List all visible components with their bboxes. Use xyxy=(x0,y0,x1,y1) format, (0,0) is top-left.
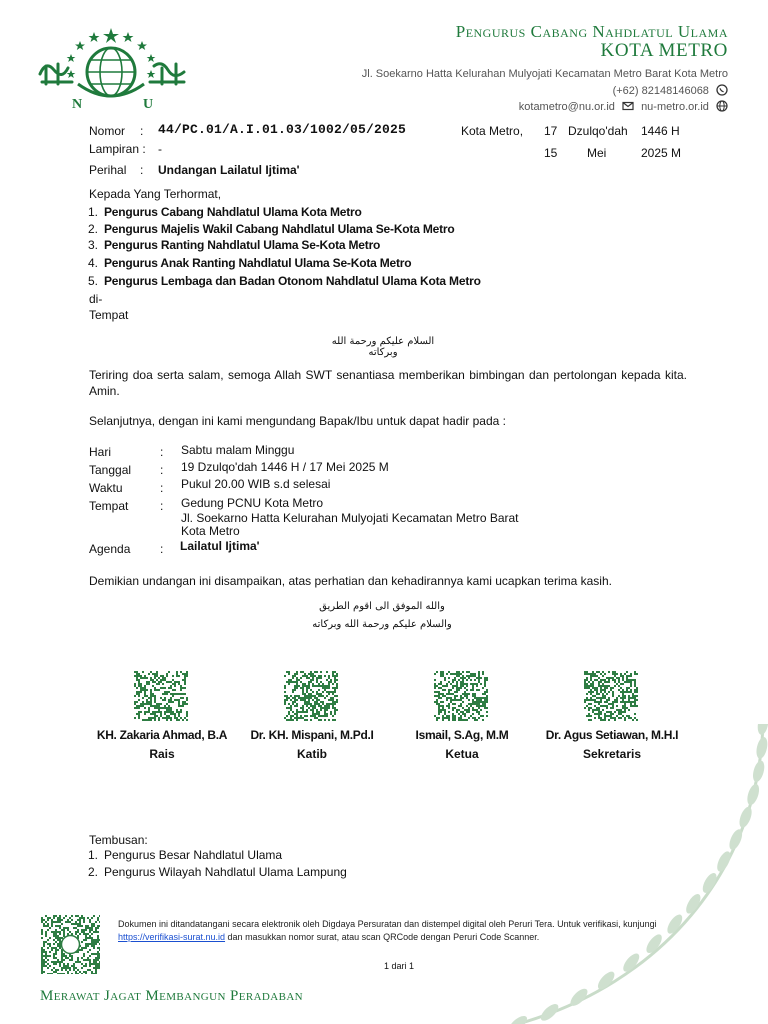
org-email-web-line xyxy=(519,100,728,113)
tanggal-value: 19 Dzulqo'dah 1446 H / 17 Mei 2025 M xyxy=(181,460,389,474)
tanggal-colon: : xyxy=(160,463,164,477)
recipient-text: Pengurus Lembaga dan Badan Otonom Nahdlatul Ulama Kota Metro xyxy=(104,274,481,288)
hari-value: Sabtu malam Minggu xyxy=(181,443,295,457)
signatory-role-rais: Rais xyxy=(149,747,175,761)
masehi-month: Mei xyxy=(587,146,607,160)
arabic-opening: السلام عليكم ورحمة الله وبركاته xyxy=(331,336,435,358)
di-label: di- xyxy=(89,292,103,306)
recipient-item xyxy=(88,274,481,288)
letter-place: Kota Metro, xyxy=(461,124,524,138)
tembusan-text: Pengurus Besar Nahdlatul Ulama xyxy=(104,848,283,862)
hijri-month: Dzulqo'dah xyxy=(568,124,628,138)
recipient-item xyxy=(88,205,362,219)
tembusan-title: Tembusan: xyxy=(89,833,148,847)
recipient-number: 1. xyxy=(88,205,99,219)
page-number: 1 dari 1 xyxy=(384,961,415,971)
logo-letter-u: U xyxy=(143,97,154,112)
signatory-name-sekretaris: Dr. Agus Setiawan, M.H.I xyxy=(545,728,679,742)
hijri-day: 17 xyxy=(544,124,558,138)
hari-label: Hari xyxy=(89,445,112,459)
tanggal-label: Tanggal xyxy=(89,463,132,477)
verification-qr-code xyxy=(41,915,100,974)
signatory-role-sekretaris: Sekretaris xyxy=(582,747,642,761)
perihal-value: Undangan Lailatul Ijtima' xyxy=(158,163,300,177)
signatory-role-katib: Katib xyxy=(297,747,327,761)
waktu-label: Waktu xyxy=(89,481,123,495)
arabic-closing-1: والله الموفق الى اقوم الطريق xyxy=(319,601,445,612)
verification-text-2: dan masukkan nomor surat, atau scan QRCode dengan Peruri Code Scanner. xyxy=(225,932,540,942)
signatory-role-ketua: Ketua xyxy=(445,747,479,761)
recipient-number: 3. xyxy=(88,238,99,252)
tembusan-item xyxy=(88,865,347,879)
nomor-label: Nomor xyxy=(89,124,126,138)
waktu-colon: : xyxy=(160,481,164,495)
org-phone[interactable]: (+62) 82148146068 xyxy=(612,85,709,97)
salutation: Kepada Yang Terhormat, xyxy=(89,187,222,201)
verification-text-1: Dokumen ini ditandatangani secara elektronik oleh Digdaya Persuratan dan distempel digital oleh Peruri Tera. Untuk verifikasi, kunjungi xyxy=(118,919,657,929)
signatory-name-rais: KH. Zakaria Ahmad, B.A xyxy=(96,728,228,742)
signatory-name-katib: Dr. KH. Mispani, M.Pd.I xyxy=(250,728,374,742)
logo-letter-n: N xyxy=(72,97,83,112)
paragraph-greeting: Teriring doa serta salam, semoga Allah SWT senantiasa memberikan bimbingan dan pertolongan kepada kita. Amin. xyxy=(89,368,687,398)
org-website[interactable]: nu-metro.or.id xyxy=(641,101,709,113)
signature-qr-code xyxy=(134,671,188,721)
recipient-number: 4. xyxy=(88,256,99,270)
paragraph-invitation: Selanjutnya, dengan ini kami mengundang Bapak/Ibu untuk dapat hadir pada : xyxy=(89,414,506,428)
signature-qr-code xyxy=(584,671,638,721)
masehi-year: 2025 M xyxy=(641,146,682,160)
decorative-leaf-ornament xyxy=(508,724,768,1024)
org-email[interactable]: kotametro@nu.or.id xyxy=(518,101,615,113)
recipient-item xyxy=(88,256,411,270)
tempat-detail-colon: : xyxy=(160,499,164,513)
hari-colon: : xyxy=(160,445,164,459)
tembusan-number: 2. xyxy=(88,865,99,879)
verification-link[interactable]: https://verifikasi-surat.nu.id xyxy=(118,932,226,942)
nu-logo xyxy=(38,26,188,112)
recipient-text: Pengurus Anak Ranting Nahdlatul Ulama Se-Kota Metro xyxy=(104,256,412,270)
signature-qr-code xyxy=(284,671,338,721)
perihal-colon: : xyxy=(140,163,144,177)
recipient-number: 2. xyxy=(88,222,99,236)
paragraph-closing: Demikian undangan ini disampaikan, atas perhatian dan kehadirannya kami ucapkan terima kasih. xyxy=(89,574,612,588)
agenda-value: Lailatul Ijtima' xyxy=(180,539,260,553)
tembusan-text: Pengurus Wilayah Nahdlatul Ulama Lampung xyxy=(104,865,347,879)
signatory-name-ketua: Ismail, S.Ag, M.M xyxy=(415,728,509,742)
nomor-value: 44/PC.01/A.I.01.03/1002/05/2025 xyxy=(158,122,407,137)
recipient-text: Pengurus Cabang Nahdlatul Ulama Kota Metro xyxy=(104,205,362,219)
tembusan-number: 1. xyxy=(88,848,99,862)
tempat-line-2: Jl. Soekarno Hatta Kelurahan Mulyojati Kecamatan Metro Barat xyxy=(181,511,519,525)
tempat-line-3: Kota Metro xyxy=(181,524,240,538)
org-phone-line xyxy=(613,84,728,97)
whatsapp-icon xyxy=(716,84,728,96)
perihal-label: Perihal xyxy=(89,163,127,177)
org-name: Pengurus Cabang Nahdlatul Ulama xyxy=(455,22,728,41)
lampiran-label: Lampiran : xyxy=(89,142,146,156)
recipient-number: 5. xyxy=(88,274,99,288)
agenda-colon: : xyxy=(160,542,164,556)
globe-icon xyxy=(716,100,728,112)
tempat-detail-label: Tempat xyxy=(89,499,129,513)
recipient-item xyxy=(88,238,380,252)
nomor-colon: : xyxy=(140,124,144,138)
tempat-label: Tempat xyxy=(89,308,129,322)
verification-note xyxy=(118,918,678,944)
tempat-line-1: Gedung PCNU Kota Metro xyxy=(181,496,324,510)
arabic-closing-2: والسلام عليكم ورحمة الله وبركاته xyxy=(312,619,452,630)
waktu-value: Pukul 20.00 WIB s.d selesai xyxy=(181,477,331,491)
signature-qr-code xyxy=(434,671,488,721)
org-city: KOTA METRO xyxy=(600,40,728,61)
agenda-label: Agenda xyxy=(89,542,131,556)
recipient-item xyxy=(88,222,455,236)
org-address: Jl. Soekarno Hatta Kelurahan Mulyojati Kecamatan Metro Barat Kota Metro xyxy=(361,68,728,80)
masehi-day: 15 xyxy=(544,146,558,160)
recipient-text: Pengurus Ranting Nahdlatul Ulama Se-Kota Metro xyxy=(104,238,381,252)
recipient-text: Pengurus Majelis Wakil Cabang Nahdlatul Ulama Se-Kota Metro xyxy=(104,222,455,236)
lampiran-value: - xyxy=(158,142,162,156)
footer-motto: Merawat Jagat Membangun Peradaban xyxy=(40,988,304,1004)
tembusan-item xyxy=(88,848,282,862)
mail-icon xyxy=(622,100,634,112)
hijri-year: 1446 H xyxy=(641,124,680,138)
